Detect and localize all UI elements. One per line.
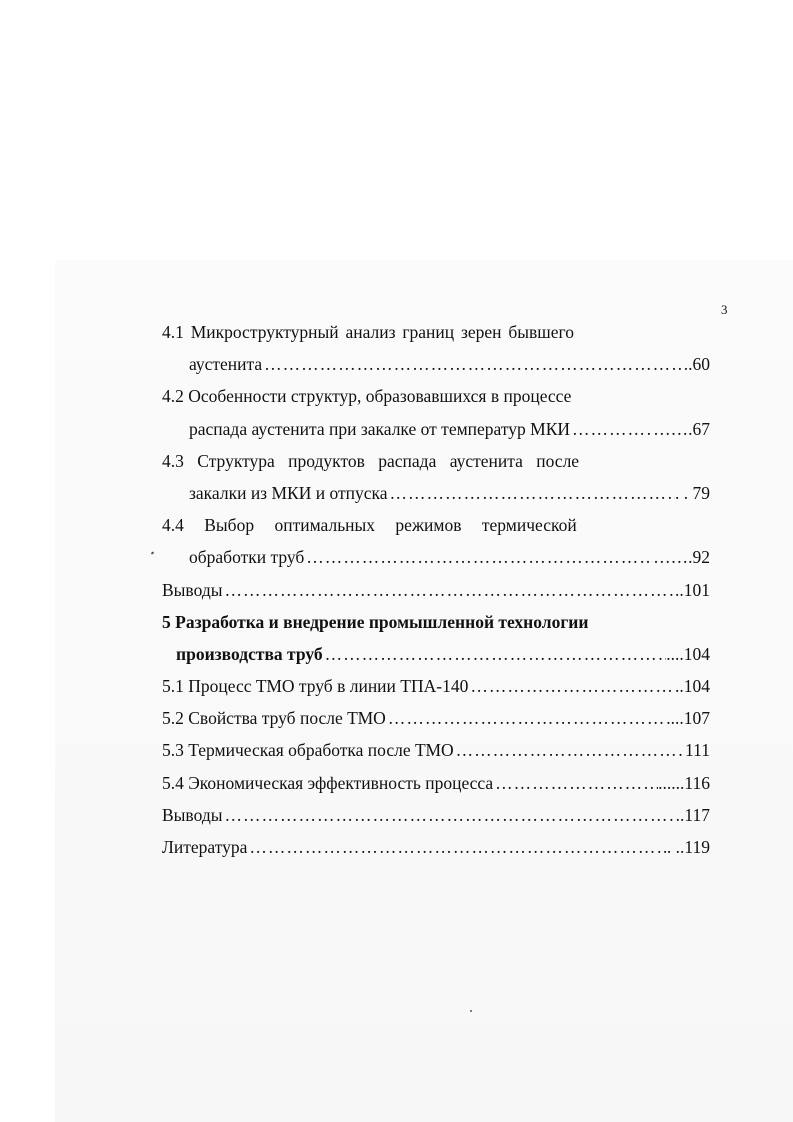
dot-leader <box>323 638 667 670</box>
scan-speck <box>470 1010 472 1012</box>
toc-entry-text: распада аустенита при закалке от температур МКИ <box>189 418 571 439</box>
toc-line-5-1 <box>162 670 710 702</box>
toc-page-ref: 111 <box>685 740 710 761</box>
toc-line-conclusions-4 <box>162 574 710 606</box>
toc-line-4-3-cont <box>162 477 710 509</box>
toc-line-4-4-cont <box>162 541 710 573</box>
toc-entry-text: закалки из МКИ и отпуска <box>189 482 388 503</box>
toc-line-chapter-5 <box>162 606 710 638</box>
toc-page-ref: ....104 <box>666 643 710 664</box>
dot-leader <box>386 702 666 734</box>
toc-line-chapter-5-cont <box>162 638 710 670</box>
toc-page-ref: ....107 <box>666 708 710 729</box>
toc-page-ref: . ..119 <box>666 837 710 857</box>
toc-page-ref: ..101 <box>675 579 710 600</box>
dot-leader <box>247 831 666 863</box>
toc-page-ref: ..117 <box>675 804 710 825</box>
toc-page-ref: …….92 <box>653 547 710 568</box>
toc-entry-text: 4.3 Структура продуктов распада аустенита после <box>162 450 580 471</box>
dot-leader <box>222 799 675 831</box>
toc-line-4-4 <box>162 509 710 541</box>
toc-line-literature <box>162 831 710 863</box>
dot-leader <box>388 477 675 509</box>
toc-page-ref: ......116 <box>658 772 710 793</box>
dot-leader <box>262 348 684 380</box>
toc-entry-text: 5.4 Экономическая эффективность процесса <box>162 772 494 793</box>
toc-entry-text: 4.2 Особенности структур, образовавшихся в процессе <box>162 386 572 407</box>
toc-line-5-2 <box>162 702 710 734</box>
toc-entry-text: 5.3 Термическая обработка после ТМО <box>162 740 454 761</box>
dot-leader <box>304 541 653 573</box>
toc-entry-text: Выводы <box>162 804 223 825</box>
toc-line-4-2-cont <box>162 413 710 445</box>
toc-page-ref: . . 79 <box>675 482 710 503</box>
toc-line-5-4 <box>162 767 710 799</box>
toc-entry-text: 5.2 Свойства труб после ТМО <box>162 708 386 729</box>
toc-line-4-1-cont <box>162 348 710 380</box>
dot-leader <box>468 670 675 702</box>
toc-entry-text: 4.4 Выбор оптимальных режимов термической <box>162 515 577 536</box>
toc-entry-text: 5 Разработка и внедрение промышленной технологии <box>162 611 589 632</box>
dot-leader <box>222 574 675 606</box>
toc-page-ref: ..104 <box>675 676 710 697</box>
toc-entry-text: 5.1 Процесс ТМО труб в линии ТПА-140 <box>162 676 469 697</box>
toc-entry-text: 4.1 Микроструктурный анализ границ зерен бывшего <box>162 322 574 342</box>
page-number: 3 <box>721 302 728 317</box>
toc-line-5-3 <box>162 734 710 766</box>
toc-entry-text: производства труб <box>176 643 323 664</box>
toc-entry-text: аустенита <box>189 354 263 375</box>
toc-entry-text: Выводы <box>162 579 223 600</box>
table-of-contents <box>162 316 710 863</box>
toc-page-ref: …….67 <box>653 418 710 439</box>
toc-entry-text: Литература <box>162 837 248 857</box>
dot-leader <box>454 734 685 766</box>
toc-line-4-1 <box>162 316 710 348</box>
toc-line-4-2 <box>162 380 710 412</box>
toc-line-4-3 <box>162 445 710 477</box>
toc-page-ref: ..60 <box>683 354 710 375</box>
dot-leader <box>570 413 653 445</box>
dot-leader <box>493 767 658 799</box>
toc-line-conclusions-5 <box>162 799 710 831</box>
toc-entry-text: обработки труб <box>189 547 305 568</box>
